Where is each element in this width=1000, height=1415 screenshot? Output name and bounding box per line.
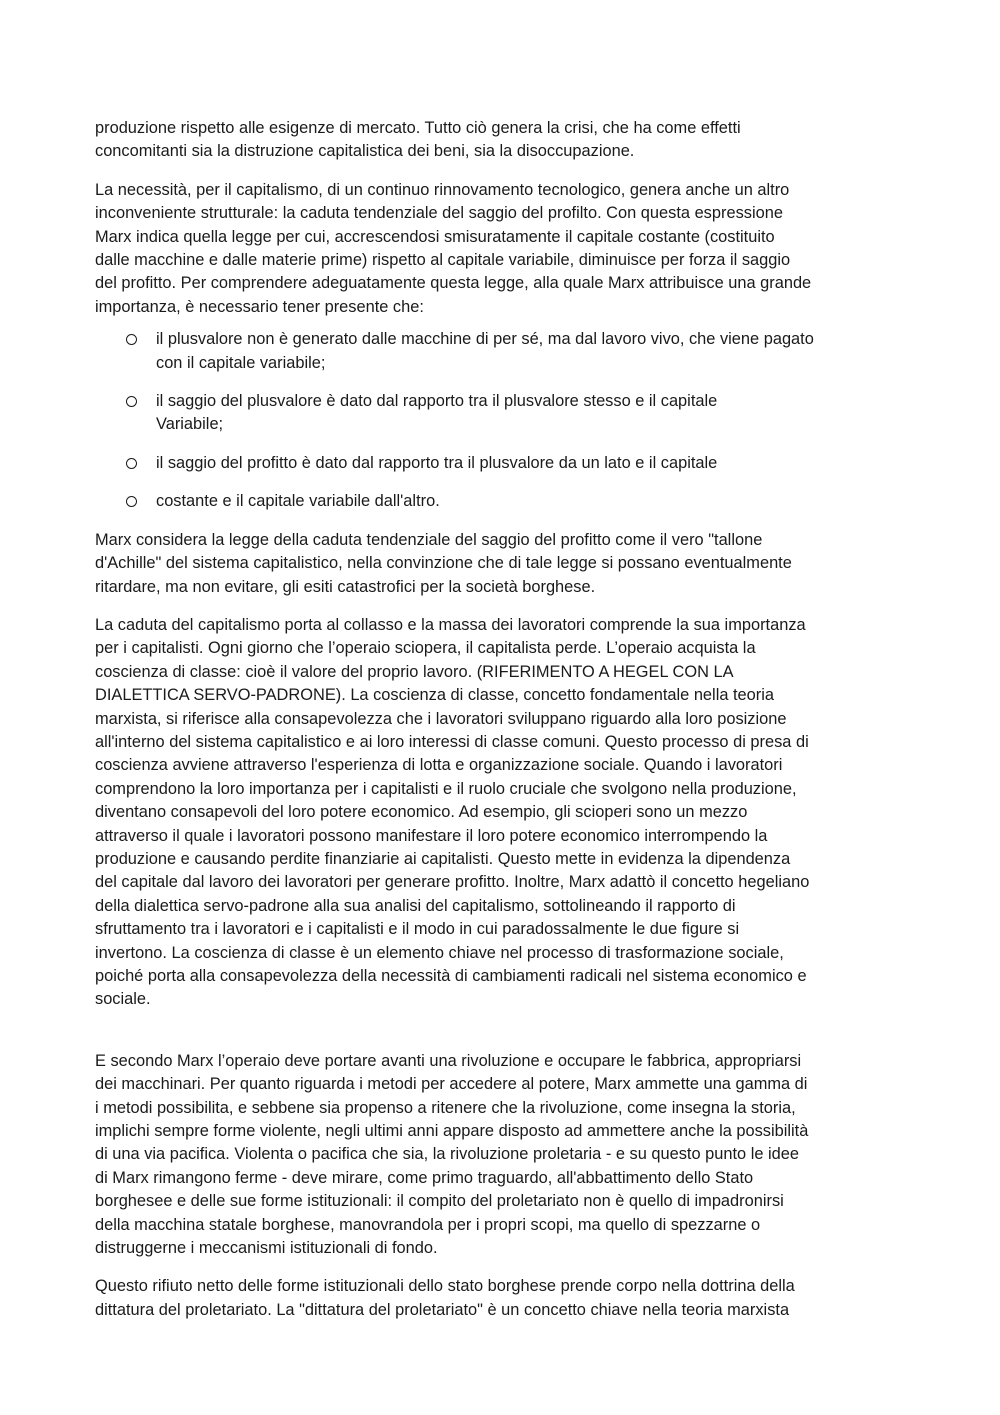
hollow-circle-bullet-icon <box>126 334 137 345</box>
list-item-text: il saggio del profitto è dato dal rapporto tra il plusvalore da un lato e il capitale <box>156 453 718 472</box>
hollow-circle-bullet-icon <box>126 496 137 507</box>
hollow-circle-bullet-icon <box>126 458 137 469</box>
hollow-circle-bullet-icon <box>126 396 137 407</box>
document-page <box>95 117 910 1337</box>
paragraph-falling-profit-rate: La necessità, per il capitalismo, di un continuo rinnovamento tecnologico, genera anche un altro inconveniente strutturale: la caduta tendenziale del saggio del profilto. Con questa espressione Marx indica quella legge per cui, accrescendosi smisuratamente il capitale costante (costituito dalle macchine e dalle materie prime) rispetto al capitale variabile, diminuisce per forza il saggio del profitto. Per comprendere adeguatamente questa legge, alla quale Marx attribuisce una grande importanza, è necessario tener presente che: <box>95 180 812 316</box>
list-item <box>95 490 910 513</box>
paragraph-crisis-effects: produzione rispetto alle esigenze di mercato. Tutto ciò genera la crisi, che ha come effetti concomitanti sia la distruzione capitalistica dei beni, sia la disoccupazione. <box>95 119 741 161</box>
list-item <box>95 390 910 437</box>
paragraph-class-consciousness: La caduta del capitalismo porta al collasso e la massa dei lavoratori comprende la sua importanza per i capitalisti. Ogni giorno che l’operaio sciopera, il capitalista perde. L’operaio acquista la coscienza di classe: cioè il valore del proprio lavoro. (RIFERIMENTO A HEGEL CON LA DIALETTICA SERVO-PADRONE). La coscienza di classe, concetto fondamentale nella teoria marxista, si riferisce alla consapevolezza che i lavoratori sviluppano riguardo alla loro posizione all'interno del sistema capitalistico e ai loro interessi di classe comuni. Questo processo di presa di coscienza avviene attraverso l'esperienza di lotta e organizzazione sociale. Quando i lavoratori comprendono la loro importanza per i capitalisti e il ruolo cruciale che svolgono nella produzione, diventano consapevoli del loro potere economico. Ad esempio, gli scioperi sono un mezzo attraverso il quale i lavoratori possono manifestare il loro potere economico interrompendo la produzione e causando perdite finanziarie ai capitalisti. Questo mette in evidenza la dipendenza del capitale dal lavoro dei lavoratori per generare profitto. Inoltre, Marx adattò il concetto hegeliano della dialettica servo-padrone alla sua analisi del capitalismo, sottolineando il rapporto di sfruttamento tra i lavoratori e i capitalisti e il modo in cui paradossalmente le due figure si invertono. La coscienza di classe è un elemento chiave nel processo di trasformazione sociale, poiché porta alla consapevolezza della necessità di cambiamenti radicali nel sistema economico e sociale. <box>95 615 810 1009</box>
list-item <box>95 452 910 475</box>
list-item-text: costante e il capitale variabile dall'altro. <box>156 492 440 511</box>
paragraph-achilles-heel: Marx considera la legge della caduta tendenziale del saggio del profitto come il vero "tallone d'Achille" del sistema capitalistico, nella convinzione che di tale legge si possano eventualmente ritardare, ma non evitare, gli esiti catastrofici per la società borghese. <box>95 530 792 596</box>
list-item <box>95 328 910 375</box>
paragraph-dictatorship-proletariat: Questo rifiuto netto delle forme istituzionali dello stato borghese prende corpo nella dottrina della dittatura del proletariato. La "dittatura del proletariato" è un concetto chiave nella teoria marxista <box>95 1277 795 1319</box>
list-item-text: il plusvalore non è generato dalle macchine di per sé, ma dal lavoro vivo, che viene pagato con il capitale variabile; <box>156 330 814 372</box>
list-item-text: il saggio del plusvalore è dato dal rapporto tra il plusvalore stesso e il capitale Variabile; <box>156 392 718 434</box>
bullet-list <box>95 328 910 513</box>
paragraph-revolution: E secondo Marx l’operaio deve portare avanti una rivoluzione e occupare le fabbrica, appropriarsi dei macchinari. Per quanto riguarda i metodi per accedere al potere, Marx ammette una gamma di i metodi possibilita, e sebbene sia propenso a ritenere che la rivoluzione, come insegna la storia, implichi sempre forme violente, negli ultimi anni appare disposto ad ammettere anche la possibilità di una via pacifica. Violenta o pacifica che sia, la rivoluzione proletaria - e su questo punto le idee di Marx rimangono ferme - deve mirare, come primo traguardo, all'abbattimento dello Stato borghesee e delle sue forme istituzionali: il compito del proletariato non è quello di impadronirsi della macchina statale borghese, manovrandola per i propri scopi, ma quello di spezzarne o distruggerne i meccanismi istituzionali di fondo. <box>95 1051 809 1258</box>
